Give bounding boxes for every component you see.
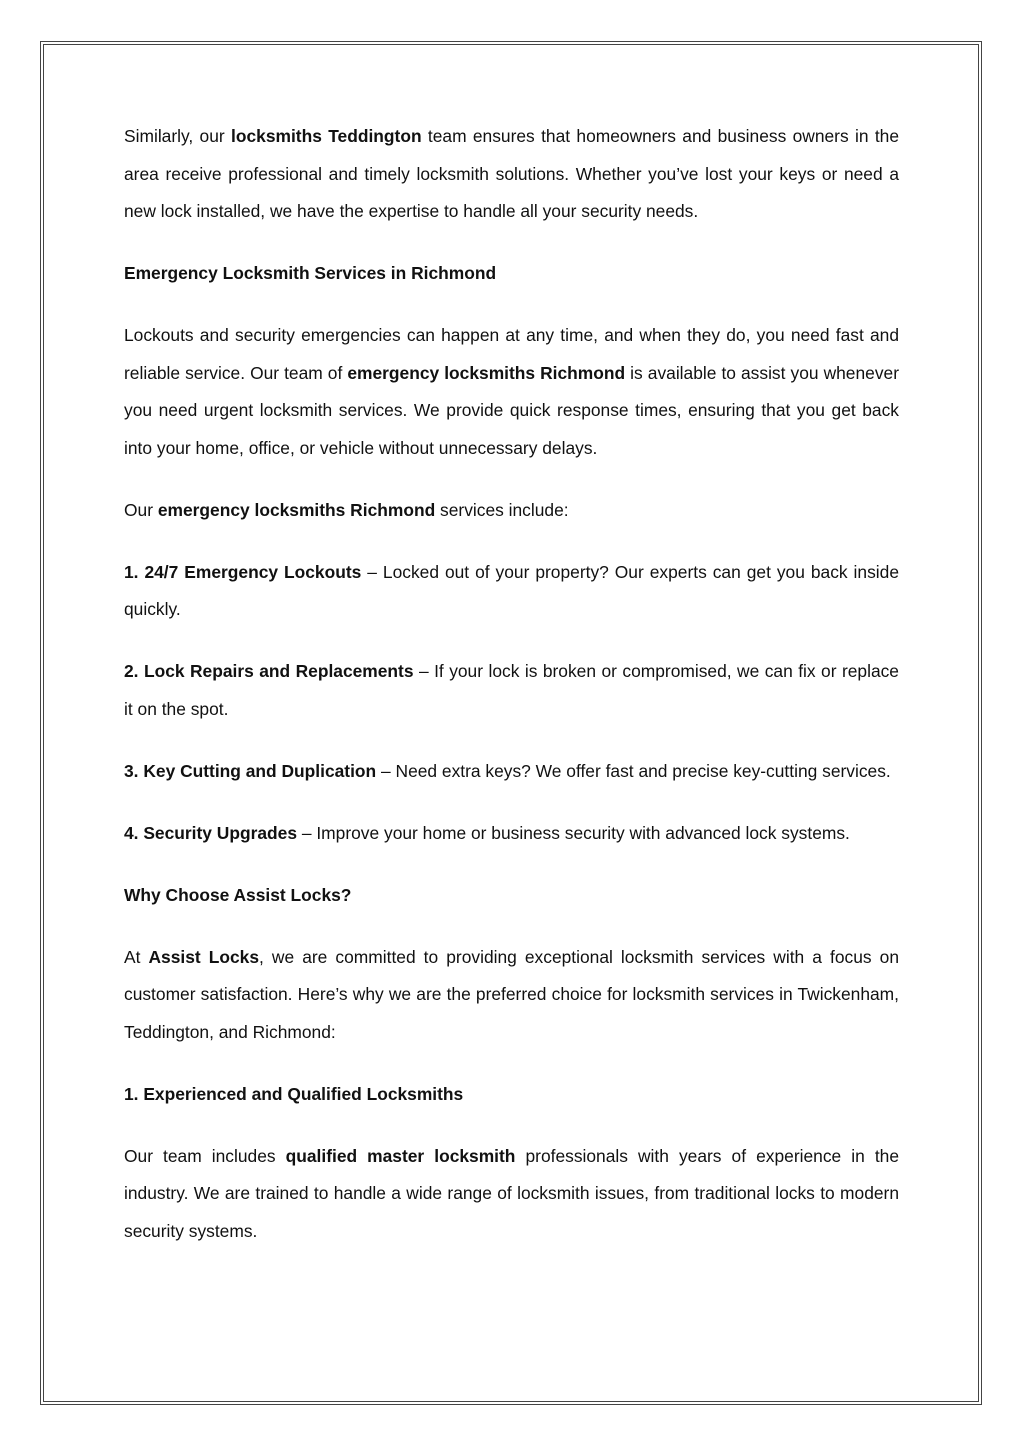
keyword-locksmiths-teddington: locksmiths Teddington [231, 126, 422, 146]
paragraph-team-includes: Our team includes qualified master locksmith professionals with years of experience in the industry. We are trained to handle a wide range of locksmith issues, from traditional locks to modern security systems. [124, 1145, 899, 1241]
list-item-emergency-lockouts: 1. 24/7 Emergency Lockouts – Locked out of your property? Our experts can get you back inside quickly. [124, 561, 899, 619]
list-item-title: 3. Key Cutting and Duplication [124, 760, 377, 781]
list-item-security-upgrades: 4. Security Upgrades – Improve your home or business security with advanced lock systems. [124, 822, 850, 843]
heading-emergency-services: Emergency Locksmith Services in Richmond [124, 263, 497, 283]
keyword-emergency-locksmiths-richmond: emergency locksmiths Richmond [157, 499, 436, 520]
document-body [124, 118, 899, 1275]
list-item-title: 2. Lock Repairs and Replacements [124, 661, 414, 681]
list-item-title: 4. Security Upgrades [124, 822, 298, 843]
keyword-qualified-master-locksmith: qualified master locksmith [285, 1145, 516, 1166]
list-item-lock-repairs: 2. Lock Repairs and Replacements – If your lock is broken or compromised, we can fix or replace it on the spot. [124, 661, 899, 719]
paragraph-assist-locks: At Assist Locks, we are committed to providing exceptional locksmith services with a focus on customer satisfaction. Here’s why we are the preferred choice for locksmith services in Twickenham, Teddington, and Richmond: [124, 946, 899, 1042]
list-item-key-cutting: 3. Key Cutting and Duplication – Need extra keys? We offer fast and precise key-cutting services. [124, 760, 891, 781]
paragraph-lockouts: Lockouts and security emergencies can happen at any time, and when they do, you need fast and reliable service. Our team of emergency locksmiths Richmond is available to assist you whenever you need urgent locksmith services. We provide quick response times, ensuring that you get back into your home, office, or vehicle without unnecessary delays. [124, 325, 899, 458]
paragraph-teddington-team: Similarly, our locksmiths Teddington team ensures that homeowners and business owners in the area receive professional and timely locksmith solutions. Whether you’ve lost your keys or need a new lock installed, we have the expertise to handle all your security needs. [124, 126, 900, 221]
keyword-emergency-locksmiths-richmond: emergency locksmiths Richmond [347, 362, 626, 383]
heading-why-choose: Why Choose Assist Locks? [124, 884, 352, 905]
list-item-title: 1. 24/7 Emergency Lockouts [124, 561, 362, 582]
keyword-assist-locks: Assist Locks [148, 946, 260, 967]
heading-experienced-locksmiths: 1. Experienced and Qualified Locksmiths [124, 1083, 464, 1104]
paragraph-services-intro: Our emergency locksmiths Richmond services include: [124, 499, 569, 520]
